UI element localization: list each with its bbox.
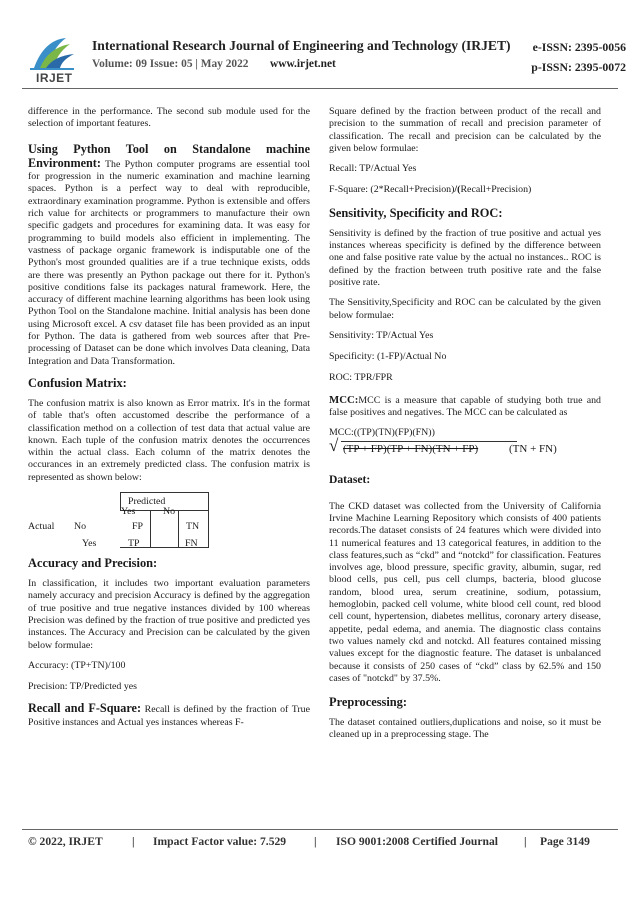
env-heading: Using Python Tool on Standalone machine Environment:	[28, 141, 310, 170]
confusion-matrix-table	[28, 492, 310, 548]
sqrt-icon: √	[329, 435, 339, 455]
footer-sep-2: |	[314, 835, 317, 848]
precision-formula: Precision: TP/Predicted yes	[28, 681, 137, 693]
footer-impact: Impact Factor value: 7.529	[153, 835, 287, 848]
cm-tp: TP	[128, 538, 140, 550]
cm-no-row: No	[74, 521, 87, 533]
dataset-paragraph: The CKD dataset was collected from the University of California Irvine Machine Learning Repository which consists of 400 patients records.The dataset consists of 24 features which were divided into 11 numerical features and 13 categorical features, in addition to the class features,such as “ckd” and “notckd” for classification. Features involves age, blood pressure, specific gravity, albumin, sugar, red blood cells, pus cell, pus cell clumps, bacteria, blood glucose random, blood urea, serum creatinine, sodium, potassium, hemoglobin, packed cell volume, white blood cell count, red blood cell count, hypertension, diabetes mellitus, coronary artery disease, appetite, pedal edema, and anemia. The diagnostic class contains two values namely ckd and notckd. All features contained missing values except for the diagnostic feature. The dataset is unbalanced because it consists of 250 cases of “ckd” class by 62.5% and 150 cases of "notckd" by 37.5%.	[329, 500, 601, 684]
accuracy-formula: Accuracy: (TP+TN)/100	[28, 659, 126, 671]
env-paragraph: The Python computer programs are essential tool for progression in the numeric examination and machine learning spaces. Python is a perfect way to deal with reproducible, extraordinary examination programme. Python is extensible and offers rich value for architects or programmers to manufacture their own specific gadgets and procedures for examining data. It was easy for programming to build models also efficient in implementing. The vastness of package organic framework is indisputable one of the Python's most grounded qualities are if a true technique exists, odds are there was presently an Python package out there for it. Python's positive conditions false its packages natural framework. Here, the accuracy of different machine learning algorithms has been look using Python Tool on the Standalone machine. Initial analysis has been done using Microsoft excel. A csv dataset file has been provided as an input for Python. The data is gathered from web sources after that Pre-processing of Dataset can be done which involves Data cleaning, Data Integration and Data Transformation.	[28, 158, 310, 367]
mcc-formula	[329, 435, 601, 460]
fsquare-formula-slash: /(	[454, 184, 461, 196]
fsquare-formula-part1: F-Square: (2*Recall+Precision)	[329, 184, 455, 196]
dataset-heading: Dataset:	[329, 472, 371, 486]
sensitivity-paragraph-2: The Sensitivity,Specificity and ROC can be calculated by the given below formulae:	[329, 297, 601, 321]
accuracy-paragraph: In classification, it includes two important evaluation parameters namely accuracy and precision Accuracy is defined by the aggregation of true positive and true negative instances divided by 100 whereas Precision was defined by the fraction of true positive and predicted yes instances. The Accuracy and Precision can be calculated by the given below formulae:	[28, 578, 310, 651]
left-column	[28, 106, 310, 737]
logo-text: IRJET	[36, 71, 73, 85]
fsquare-formula-part2: Recall+Precision)	[460, 184, 532, 196]
right-column	[329, 106, 601, 750]
sensitivity-formula: Sensitivity: TP/Actual Yes	[329, 329, 434, 341]
footer-iso: ISO 9001:2008 Certified Journal	[336, 835, 498, 848]
preprocessing-heading: Preprocessing:	[329, 695, 408, 710]
recall-formula: Recall: TP/Actual Yes	[329, 163, 417, 175]
page-header	[0, 0, 638, 92]
sensitivity-heading: Sensitivity, Specificity and ROC:	[329, 205, 503, 220]
journal-website: www.irjet.net	[270, 58, 336, 70]
specificity-formula: Specificity: (1-FP)/Actual No	[329, 351, 447, 363]
confusion-matrix-heading: Confusion Matrix:	[28, 375, 127, 390]
recall-paragraph: Recall is defined by the fraction of True Positive instances and Actual yes instances whereas F-	[28, 704, 310, 728]
accuracy-heading: Accuracy and Precision:	[28, 556, 158, 571]
confusion-matrix-paragraph: The confusion matrix is also known as Error matrix. It's in the format of table that's often accustomed describe the performance of a classification method on a collection of test data that actual value are known. Each tuple of the confusion matrix denotes the occurrences within the actual class. Each column of the matrix denotes the occurances in an extremely predicted class. The confusion matrix is represented as shown below:	[28, 397, 310, 483]
mcc-denominator-tail: (TN + FN)	[509, 442, 557, 455]
intro-paragraph: difference in the performance. The second sub module used for the selection of important features.	[28, 106, 310, 130]
cm-fn: FN	[185, 538, 198, 550]
mcc-denominator: (TP + FP)(TP + FN)(TN + FP)	[343, 442, 479, 455]
cm-yes-row: Yes	[82, 538, 97, 550]
mcc-label: MCC:	[329, 393, 359, 406]
recall-heading: Recall and F-Square:	[28, 701, 142, 716]
footer-rule	[22, 829, 618, 830]
cm-predicted: Predicted	[128, 496, 166, 508]
fsquare-formula	[329, 184, 601, 196]
footer-sep-1: |	[132, 835, 135, 848]
sensitivity-paragraph: Sensitivity is defined by the fraction of true positive and actual yes instances whereas specificity is defined by the difference between one and false positive rate value by the actual no instances.. ROC is defined by the fraction between truth positive rate and the false positive rate.	[329, 227, 601, 288]
roc-formula: ROC: TPR/FPR	[329, 372, 393, 384]
eissn: e-ISSN: 2395-0056	[532, 40, 626, 54]
fsquare-paragraph: Square defined by the fraction between product of the recall and precision to the summation of recall and precision parameter of classification. The recall and precision can be calculated by the given below formulae:	[329, 106, 601, 154]
cm-fp: FP	[132, 521, 143, 533]
footer-page: Page 3149	[540, 835, 590, 848]
cm-no-col: No	[163, 506, 176, 518]
preprocessing-paragraph: The dataset contained outliers,duplications and noise, so it must be cleaned up in a preprocessing stage. The	[329, 717, 601, 741]
header-rule	[22, 88, 618, 89]
footer-sep-3: |	[524, 835, 527, 848]
volume-info: Volume: 09 Issue: 05 | May 2022	[92, 58, 249, 70]
footer-copyright: © 2022, IRJET	[28, 835, 103, 848]
pissn: p-ISSN: 2395-0072	[531, 60, 626, 74]
cm-tn: TN	[186, 521, 200, 533]
journal-title: International Research Journal of Engineering and Technology (IRJET)	[92, 38, 511, 53]
cm-actual: Actual	[28, 521, 55, 533]
mcc-paragraph: MCC is a measure that capable of studying both true and false positives and negatives. The MCC can be calculated as	[329, 394, 601, 419]
mcc-numerator: MCC:((TP)(TN)(FP)(FN))	[329, 427, 435, 439]
cm-yes-col: Yes	[121, 506, 136, 518]
